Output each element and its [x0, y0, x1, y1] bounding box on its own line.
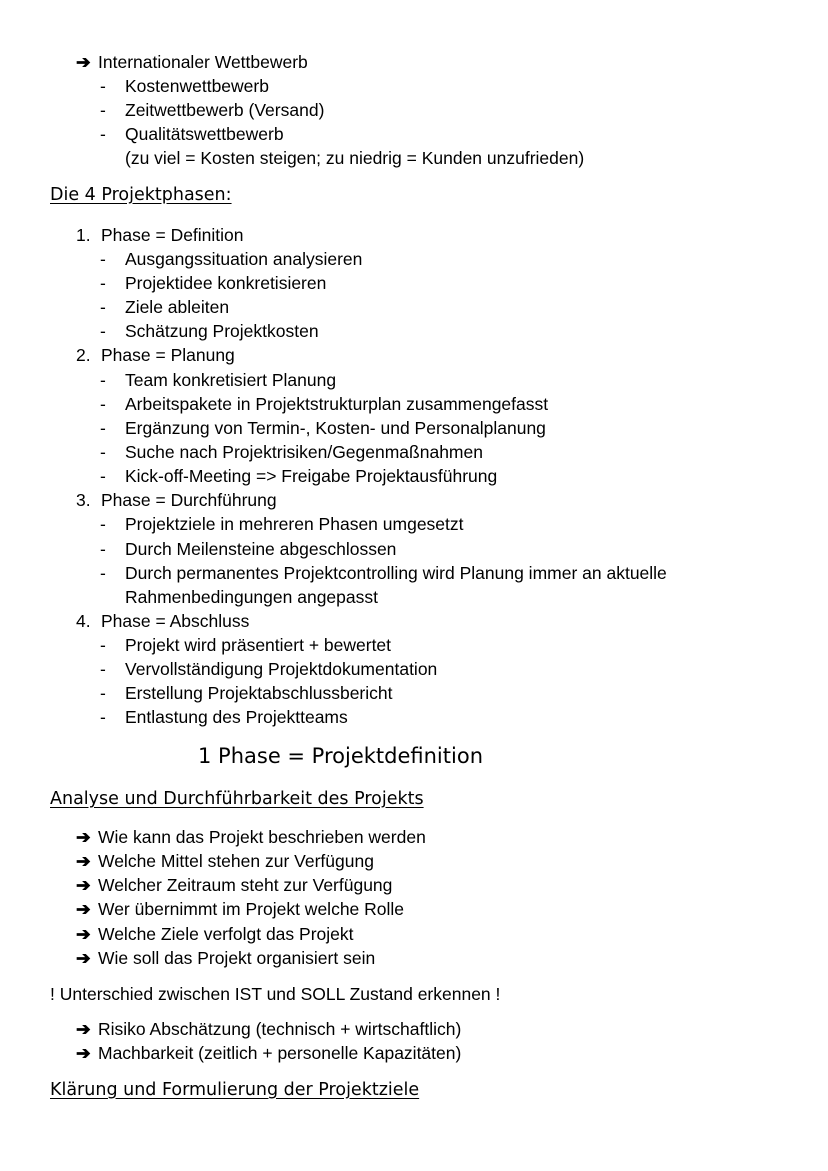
phase-title: 2. Phase = Planung [76, 345, 235, 365]
dash-bullet: - [100, 418, 106, 438]
dash-bullet: - [100, 635, 106, 655]
arrow-icon: ➔ [76, 948, 91, 968]
arrow-item [76, 52, 308, 72]
dash-bullet: - [100, 273, 106, 293]
dash-bullet: - [100, 124, 106, 144]
arrow-item: ➔ Risiko Abschätzung (technisch + wirtschaftlich) [76, 1019, 462, 1039]
dash-bullet: - [100, 297, 106, 317]
dash-bullet: - [100, 394, 106, 414]
list-item: Zeitwettbewerb (Versand) [125, 100, 325, 120]
phase-title: 4. Phase = Abschluss [76, 611, 250, 631]
list-item: Ausgangssituation analysieren [125, 249, 363, 269]
dash-bullet: - [100, 466, 106, 486]
arrow-item: ➔ Wie kann das Projekt beschrieben werden [76, 827, 426, 847]
list-item: Projekt wird präsentiert + bewertet [125, 635, 392, 655]
list-item: Qualitätswettbewerb [125, 124, 284, 144]
dash-bullet: - [100, 370, 106, 390]
dash-bullet: - [100, 659, 106, 679]
analysis-heading: Analyse und Durchführbarkeit des Projekts [50, 789, 424, 809]
phase-title: 3. Phase = Durchführung [76, 490, 277, 510]
list-item: Suche nach Projektrisiken/Gegenmaßnahmen [125, 442, 483, 462]
list-item: Team konkretisiert Planung [125, 370, 337, 390]
note-text: (zu viel = Kosten steigen; zu niedrig = Kunden unzufrieden) [125, 148, 585, 168]
arrow-item: ➔ Welche Ziele verfolgt das Projekt [76, 924, 354, 944]
dash-bullet: - [100, 707, 106, 727]
phase-title: 1. Phase = Definition [76, 225, 244, 245]
dash-bullet: - [100, 76, 106, 96]
difference-note: ! Unterschied zwischen IST und SOLL Zustand erkennen ! [50, 984, 501, 1004]
arrow-icon: ➔ [76, 899, 91, 919]
arrow-item: ➔ Wie soll das Projekt organisiert sein [76, 948, 376, 968]
arrow-item-text: Internationaler Wettbewerb [98, 52, 308, 72]
list-item: Projektidee konkretisieren [125, 273, 327, 293]
list-item: Ergänzung von Termin-, Kosten- und Personalplanung [125, 418, 546, 438]
list-item: Durch permanentes Projektcontrolling wird Planung immer an aktuelle [125, 563, 667, 583]
list-item: Schätzung Projektkosten [125, 321, 319, 341]
arrow-item: ➔ Welche Mittel stehen zur Verfügung [76, 851, 374, 871]
list-item: Projektziele in mehreren Phasen umgesetzt [125, 514, 464, 534]
list-item: Ziele ableiten [125, 297, 230, 317]
list-item: Kick-off-Meeting => Freigabe Projektausführung [125, 466, 498, 486]
dash-bullet: - [100, 100, 106, 120]
arrow-icon: ➔ [76, 1019, 91, 1039]
dash-bullet: - [100, 321, 106, 341]
dash-bullet: - [100, 249, 106, 269]
arrow-icon: ➔ [76, 827, 91, 847]
list-item: Entlastung des Projektteams [125, 707, 348, 727]
arrow-item: ➔ Welcher Zeitraum steht zur Verfügung [76, 875, 393, 895]
arrow-item: ➔ Machbarkeit (zeitlich + personelle Kapazitäten) [76, 1043, 462, 1063]
list-item: Vervollständigung Projektdokumentation [125, 659, 438, 679]
arrow-icon: ➔ [76, 1043, 91, 1063]
arrow-item: ➔ Wer übernimmt im Projekt welche Rolle [76, 899, 405, 919]
list-item-continuation: Rahmenbedingungen angepasst [125, 587, 378, 607]
dash-bullet: - [100, 514, 106, 534]
dash-bullet: - [100, 683, 106, 703]
list-item: Kostenwettbewerb [125, 76, 269, 96]
dash-bullet: - [100, 539, 106, 559]
arrow-icon: ➔ [76, 924, 91, 944]
arrow-icon: ➔ [76, 875, 91, 895]
dash-bullet: - [100, 442, 106, 462]
list-item: Erstellung Projektabschlussbericht [125, 683, 393, 703]
section-title: 1 Phase = Projektdefinition [198, 744, 483, 768]
dash-bullet: - [100, 563, 106, 583]
list-item: Durch Meilensteine abgeschlossen [125, 539, 397, 559]
arrow-icon: ➔ [76, 851, 91, 871]
phases-heading: Die 4 Projektphasen: [50, 185, 232, 205]
goals-heading: Klärung und Formulierung der Projektziele [50, 1080, 420, 1100]
list-item: Arbeitspakete in Projektstrukturplan zusammengefasst [125, 394, 549, 414]
arrow-icon: ➔ [76, 52, 91, 72]
